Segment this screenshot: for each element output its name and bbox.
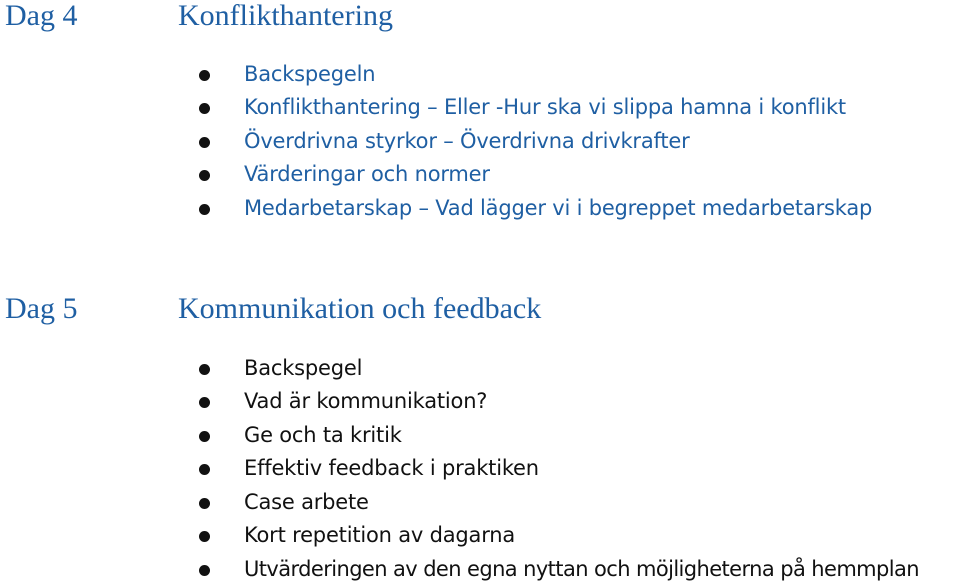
bullet-icon [199, 397, 210, 408]
day4-label: Dag 4 [5, 0, 78, 32]
list-item [0, 553, 960, 586]
bullet-icon [199, 103, 210, 114]
bullet-icon [199, 464, 210, 475]
day5-title: Kommunikation och feedback [178, 292, 542, 325]
bullet-icon [199, 498, 210, 509]
list-item-text: Värderingar och normer [244, 162, 490, 186]
bullet-icon [199, 70, 210, 81]
list-item-text: Case arbete [244, 490, 369, 514]
bullet-icon [199, 531, 210, 542]
list-item-text: Backspegeln [244, 62, 376, 86]
bullet-icon [199, 364, 210, 375]
list-item-text: Överdrivna styrkor – Överdrivna drivkrafter [244, 129, 690, 153]
list-item [0, 125, 960, 158]
list-item-text: Vad är kommunikation? [244, 389, 488, 413]
bullet-icon [199, 565, 210, 576]
list-item-text: Konflikthantering – Eller -Hur ska vi slippa hamna i konflikt [244, 95, 846, 119]
bullet-icon [199, 170, 210, 181]
list-item [0, 486, 960, 519]
list-item [0, 58, 960, 91]
bullet-icon [199, 137, 210, 148]
list-item [0, 352, 960, 385]
list-item [0, 519, 960, 552]
list-item [0, 385, 960, 418]
list-item [0, 91, 960, 124]
list-item [0, 192, 960, 225]
bullet-icon [199, 204, 210, 215]
list-item [0, 419, 960, 452]
list-item [0, 158, 960, 191]
day5-label: Dag 5 [5, 292, 78, 325]
list-item-text: Ge och ta kritik [244, 423, 402, 447]
list-item-text: Medarbetarskap – Vad lägger vi i begreppet medarbetarskap [244, 196, 873, 220]
list-item-text: Backspegel [244, 356, 363, 380]
list-item-text: Utvärderingen av den egna nyttan och möjligheterna på hemmplan [244, 557, 919, 581]
bullet-icon [199, 431, 210, 442]
list-item-text: Effektiv feedback i praktiken [244, 456, 539, 480]
list-item-text: Kort repetition av dagarna [244, 523, 516, 547]
list-item [0, 452, 960, 485]
day4-title: Konflikthantering [178, 0, 393, 32]
